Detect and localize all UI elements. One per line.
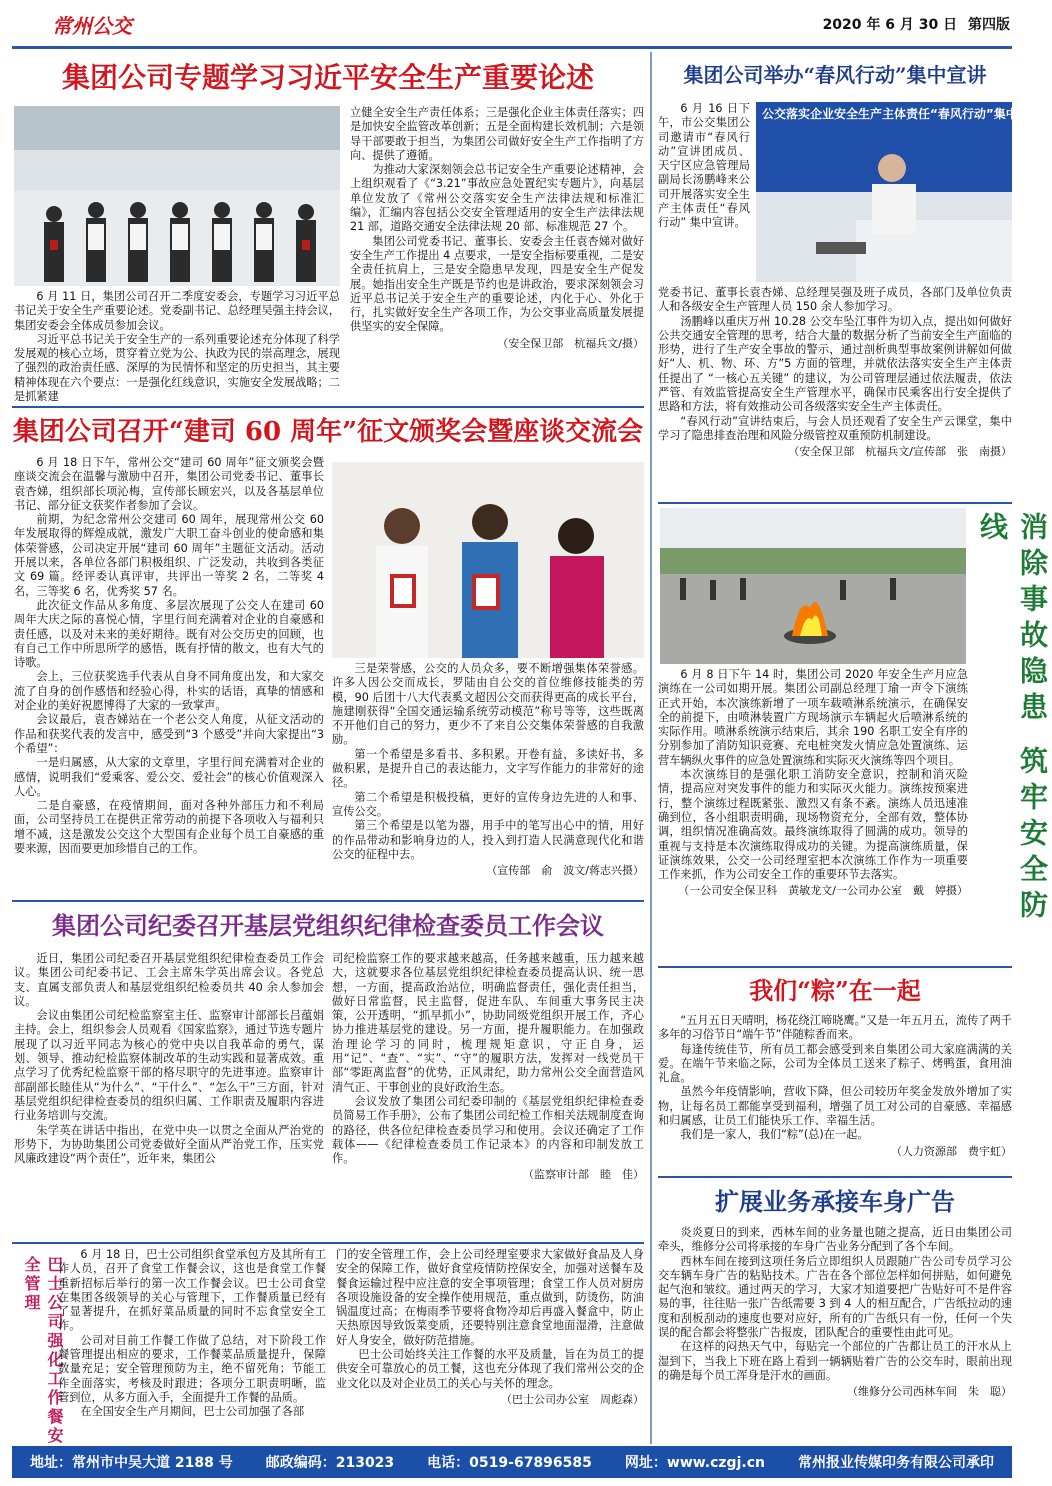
col-right: 司纪检监察工作的要求越来越高，任务越来越重，压力越来越大，这就要求各位基层党组织纪律检查委员提高认识、统一思想，一方面，提高政治站位，明确监督责任，强化责任担当，做好日常监督，民主监督，促进车队、车间重大事务民主决策，公开透明，“抓早抓小”，协助同级党组织开展工作，齐心协力推进基层党的建设。另一方面，提升履职能力。在加强政治理论学习的同时，梳理规矩意识，守正自身，运用“记”、“查”、“实”、“守”的履职方法，发挥对一线党员干部“零距离监督”的优势，正风肃纪，助力常州公交全面营造风清气正、干事创业的良好政治生态。 会议发放了集团公司纪委印制的《基层党组织纪律检查委员简易工作手册》，公布了集团公司纪检工作相关法规制度查询的路径，供各位纪律检查委员学习和使用。会议还确定了工作载体——《纪律检查委员工作记录本》的内容和印制发放工作。 （监察审计部 睦 佳） xyxy=(332,952,644,1182)
article-dragon-boat xyxy=(658,970,1012,1176)
award-photo xyxy=(332,462,644,658)
headline: 集团公司专题学习习近平安全生产重要论述 xyxy=(61,61,594,94)
issue-date: 2020 年 6 月 30 日 xyxy=(822,17,958,33)
lecture-photo xyxy=(756,102,1042,282)
footer-address: 地址：常州市中吴大道 2188 号 xyxy=(30,1455,233,1471)
article-discipline-meeting xyxy=(12,904,644,1240)
masthead-logo: 常州公交 xyxy=(52,14,132,38)
article-canteen-safety xyxy=(12,1246,644,1446)
article-spring-breeze xyxy=(658,54,1042,498)
footer-printer: 常州报业传媒印务有限公司承印 xyxy=(797,1455,994,1471)
meeting-photo xyxy=(14,106,340,286)
credit: （一公司安全保卫科 黄敏龙文/一公司办公室 戴 婷摄） xyxy=(678,884,968,898)
col-right: 门的安全管理工作，会上公司经理室要求大家做好食品及人身安全的保障工作，做好食堂疫情防控保安全，加强对送餐车及餐食运输过程中应注意的安全事项管理；食堂工作人员对厨房各项设施设备的安全操作使用规范，重点做到，防烫伤，防油锅温度过高；在梅雨季节要将食物冷却后再盛入餐盒中，防止天热原因导致饭菜变质，还要特别注意食堂地面湿滑，注意做好人身安全，做好防范措施。 巴士公司始终关注工作餐的水平及质量，旨在为员工的提供安全可靠放心的员工餐，这也充分体现了我们常州公交的企业文化以及对企业员工的关心与关怀的理念。 （巴士公司办公室 周彪森） xyxy=(336,1248,644,1406)
credit: （人力资源部 费宇虹） xyxy=(891,1144,1012,1158)
headline: 集团公司召开“建司 60 周年”征文颁奖会暨座谈交流会 xyxy=(12,417,644,447)
footer-postcode: 邮政编码：213023 xyxy=(265,1455,395,1471)
headline: 集团公司纪委召开基层党组织纪律检查委员工作会议 xyxy=(52,911,604,940)
col-left: 近日，集团公司纪委召开基层党组织纪律检查委员工作会议。集团公司纪委书记、工会主席朱学英出席会议。各党总支、直属支部负责人和基层党组织纪检委员共 40 余人参加会议。 会议由集团公司纪检监察室主任、监察审计部部长吕蕴娟主持。会上，组织参会人员观看《国家监察》，通过节选专题片展现了以习近平同志为核心的党中央以自我革命的勇气，谋划、领导、推动纪检监察体制改革的生动实践和显著成效。重点学习了优秀纪检监察干部的格尽职守的先进事迹。监察审计部副部长睦佳从“为什么”、“干什么”、“怎么干”三方面，针对基层党组织纪律检查委员的组织归属、工作职责及履职内容进行业务培训与交流。 朱学英在讲话中指出，在党中央一以贯之全面从严治党的形势下，为协助集团公司党委做好全面从严治党工作，压实党风廉政建设“两个责任”，近年来，集团公 xyxy=(14,952,324,1166)
credit: （监察审计部 睦 佳） xyxy=(523,1168,644,1182)
article-safety-study xyxy=(12,52,644,406)
credit: （维修分公司西林车间 朱 聪） xyxy=(847,1385,1012,1399)
masthead xyxy=(0,0,1024,48)
banner-text: 公交落实企业安全生产主体责任“春风行动”集中宣讲 xyxy=(762,107,1042,121)
col-left: 6 月 18 日下午，常州公交“建司 60 周年”征文颁奖会暨座谈交流会在温馨与激励中召开，集团公司党委书记、董事长袁杏娣，组织部长项沁梅，宣传部长顾宏兴，以及各基层单位书记、部分征文获奖作者参加了会议。 前期，为纪念常州公交建司 60 周年，展现常州公交 60 年发展取得的辉煌成就，激发广大职工奋斗创业的使命感和集体荣誉感，公司决定开展“建司 60 周年”主题征文活动。活动开展以来，各单位各部门积极组织、广泛发动，共收到各类征文 69 篇。经评委认真评审，共评出一等奖 2 名，二等奖 4 名，三等奖 6 名，优秀奖 57 名。 此次征文作品从多角度、多层次展现了公交人在建司 60 周年大庆之际的喜悦心情，字里行间充满着对企业的自豪感和责任感，以及对未来的美好期待。既有对公交历史的回顾，也有自己工作中所思所学的感悟，既有抒情的散文，也有大气的诗歌。 会上，三位获奖选手代表从自身不同角度出发，和大家交流了自身的创作感悟和经验心得，朴实的话语，真挚的情感和对企业的美好祝愿博得了大家的一致掌声。 会议最后，袁杏娣站在一个老公交人角度，从征文活动的作品和获奖代表的发言中，感受到“3 个感受”并向大家提出“3 个希望”： 一是归属感，从大家的文章里，字里行间充满着对企业的感情，说明我们“爱乘客、爱公交、爱社会”的核心价值观深入人心。 二是自豪感，在疫情期间，面对各种外部压力和不利局面，公司坚持员工在提供正常劳动的前提下各项收入与福利只增不减，这是激发公交这个大型国有企业每个员工自豪感的重要来源，因而要更加珍惜自己的工作。 xyxy=(14,456,324,856)
headline: 扩展业务承接车身广告 xyxy=(715,1187,955,1216)
col-body: “五月五日天晴明，杨花绕江啼晓鹰。”又是一年五月五，流传了两千多年的习俗节日“端午节”伴随粽香而来。 每逢传统佳节，所有员工都会感受到来自集团公司大家庭满满的关爱。在端午节来临之际，公司为全体员工送来了粽子、烤鸭蛋，食用油礼盒。 虽然今年疫情影响，营收下降，但公司较历年奖金发放外增加了实物，让每名员工都能享受到福利，增强了员工对公司的自豪感、幸福感和归属感，让员工们能快乐工作、幸福生活。 我们是一家人，我们“粽”(总)在一起。 （人力资源部 费宇虹） xyxy=(658,1014,1012,1158)
side-headline: 消除事故隐患 筑牢安全防线 xyxy=(976,512,1049,926)
credit: （宣传部 俞 波文/蒋志兴摄） xyxy=(486,864,644,878)
col-body: 党委书记、董事长袁杏娣、总经理吴强及班子成员，各部门及单位负责人和各级安全生产管理人员 150 余人参加学习。 汤鹏峰以重庆万州 10.28 公交车坠江事件为切入点，提出如何做好公共交通安全管理的思考，结合大量的数据分析了当前安全生产面临的形势，进行了生产安全事故的警示，通过剖析典型事故案例讲解如何做好“人、机、物、环、方”5 方面的管理，并就依法落实安全生产主体责任提出了 “一核心五关键” 的建议，为公司管理层通过依法履责，依法严管、有效监管提高安全生产管理水平，确保市民乘客出行安全提供了思路和方法，将有效推动公司各级落实安全生产主体责任。 “春风行动”宣讲结束后，与会人员还观看了安全生产云课堂，集中学习了隐患排查治理和风险分级管控双重预防机制建设。 （安全保卫部 杭福兵文/宣传部 张 南摄） xyxy=(658,286,1012,459)
side-headline: 巴士公司强化工作餐安全管理 xyxy=(22,1256,64,1446)
col-right: 三是荣誉感，公交的人员众多，要不断增强集体荣誉感。许多人因公交而成长，罗陆由自公交的首位维修技能类的劳模，90 后团十八大代表奚文超因公交而获得更高的成长平台，施建刚获得“全国交通运输系统劳动模范”称号等等，这些既离不开他们自己的努力，更少不了来自公交集体荣誉感的自我激励。 第一个希望是多看书、多积累。开卷有益，多读好书，多做积累，是提升自己的表达能力，文字写作能力的非常好的途径。 第二个希望是积极投稿，更好的宣传身边先进的人和事、宣传公交。 第三个希望是以笔为器，用手中的笔写出心中的情，用好的作品带动和影响身边的人，投入到打造人民满意现代化和谐公交的征程中去。 （宣传部 俞 波文/蒋志兴摄） xyxy=(332,662,644,878)
col-right: 立健全安全生产责任体系；三是强化企业主体责任落实；四是加快安全监管改革创新；五是全面构建长效机制；六是领导干部要敢于担当，为集团公司做好安全生产工作指明了方向、提供了遵循。 为推动大家深刻领会总书记安全生产重要论述精神，会上组织观看了《“3.21”事故应急处置纪实专题片》，向基层单位发放了《常州公交落实安全生产法律法规和标准汇编》，汇编内容包括公交安全管理适用的安全生产法律法规 21 部，道路交通安全法律法规 20 部、标准规范 27 个。 集团公司党委书记、董事长、安委会主任袁杏娣对做好安全生产工作提出 4 点要求，一是安全指标要重视，二是安全责任抗肩上，三是安全隐患早发现，四是安全生产促发展。她指出安全生产既是节约也是讲政治，要求深刻领会习近平总书记关于安全生产的重要论述，内化于心、外化于行，扎实做好安全生产各项工作，为公交事业高质量发展提供坚实的安全保障。 （安全保卫部 杭福兵文/摄） xyxy=(350,106,644,350)
credit: （安全保卫部 杭福兵文/摄） xyxy=(497,336,644,350)
footer-bar xyxy=(12,1446,1012,1478)
footer-website[interactable]: 网址：www.czgj.cn xyxy=(624,1455,765,1471)
footer-phone: 电话：0519-67896585 xyxy=(427,1455,592,1471)
col-body: 炎炎夏日的到来，西林车间的业务量也随之提高，近日由集团公司牵头，维修分公司将承接的车身广告业务分配到了各个车间。 西林车间在接到这项任务后立即组织人员跟随广告公司专员学习公交车辆车身广告的粘贴技术。广告在各个部位怎样如何拼贴，如何避免起气泡和皱纹。通过两天的学习，大家才知道要把广告贴好可不是件容易的事，往往贴一张广告纸需要 3 到 4 人的相互配合，广告纸拉动的速度和刮板刮动的速度也要对应好，所有的广告纸只有一份，任何一个失误的配合都会将整张广告报废，团队配合的重要性由此可见。 在这样的闷热天气中，每贴完一个部位的广告都让员工的汗水从上湿到下，当我上下班在路上看到一辆辆贴着广告的公交车时，眼前出现的确是每个员工浑身是汗水的画面。 （维修分公司西林车间 朱 聪） xyxy=(658,1226,1012,1399)
headline: 我们“粽”在一起 xyxy=(749,976,921,1005)
headline: 集团公司举办“春风行动”集中宣讲 xyxy=(683,63,987,87)
page-number: 第四版 xyxy=(968,17,1010,33)
credit: （安全保卫部 杭福兵文/宣传部 张 南摄） xyxy=(788,445,1012,459)
article-bus-ads xyxy=(658,1180,1012,1444)
credit: （巴士公司办公室 周彪森） xyxy=(501,1392,644,1406)
col-body: 6 月 8 日下午 14 时，集团公司 2020 年安全生产月应急演练在一公司如期开展。集团公司副总经理丁瑜一声令下演练正式开始，本次演练新增了一项车载喷淋系统演示，在确保安全的前提下，由喷淋装置广方现场演示车辆起火后喷淋系统的实际作用。喷淋系统演示结束后，其余 190 名职工安全有序的分别参加了消防知识竞赛、充电桩突发火情应急处置演练、运营车辆纵火事件的应急处置演练和实际灭火演练等四个项目。 本次演练目的是强化职工消防安全意识，控制和消灭险情，提高应对突发事件的能力和实际灭火能力。演练按预案进行，整个演练过程既紧张、激烈又有条不紊。演练人员迅速准确到位，各小组职责明确，现场物资充分，全部有效，整体协调，组织情况准确高效。最终演练取得了圆满的成功。领导的重视与支持是本次演练取得成功的关键。为提高演练质量，保证演练效果，公交一公司经理室把本次演练工作作为一项重要工作来抓，作为公司安全工作的重要环节去落实。 （一公司安全保卫科 黄敏龙文/一公司办公室 戴 婷摄） xyxy=(658,668,968,898)
col-left: 6 月 11 日，集团公司召开二季度安委会，专题学习习近平总书记关于安全生产重要论述。党委副书记、总经理吴强主持会议，集团安委会全体成员参加会议。 习近平总书记关于安全生产的一系列重要论述充分体现了科学发展观的核心立场，贯穿着立党为公、执政为民的崇高理念，展现了强烈的政治责任感、深厚的为民情怀和坚定的历史担当，其主要精神体现在六个要点：一是强化红线意识，实施安全发展战略；二是抓紧建 xyxy=(14,290,340,404)
col-left: 6 月 18 日，巴士公司组织食堂承包方及其所有工作人员，召开了食堂工作餐会议，这也是食堂工作餐重新招标后举行的第一次工作餐会议。巴士公司食堂在集团各级领导的关心与管理下，工作餐质量已经有了显著提升，在抓好菜品质量的同时不忘食堂安全工作。 公司对目前工作餐工作做了总结，对下阶段工作餐管理提出相应的要求，工作餐菜品质量提升，保障数量充足；安全管理预防为主，绝不留死角；节能工作全面落实，考核及时跟进；各项分工职责明晰，监管到位，从多方面入手，全面提升工作餐的品质。 在全国安全生产月期间，巴士公司加强了各部 xyxy=(58,1248,326,1419)
fire-drill-photo xyxy=(660,508,966,664)
article-60th-anniversary xyxy=(12,410,644,900)
article-fire-drill xyxy=(658,508,1049,964)
photo-side-text: 6 月 16 日下午，市公交集团公司邀请市“春风行动”宣讲团成员、天宁区应急管理局副局长汤鹏峰来公司开展落实安全生产主体责任“春风行动” 集中宣讲。 xyxy=(658,102,750,230)
